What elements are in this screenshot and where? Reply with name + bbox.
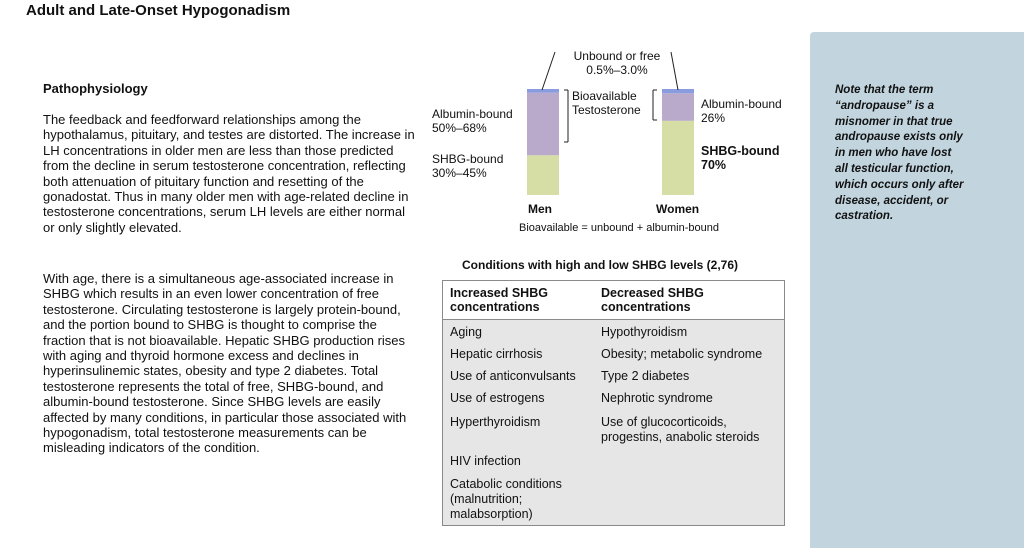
- increased-item: Use of anticonvulsants: [450, 369, 576, 383]
- page-title: Adult and Late-Onset Hypogonadism: [26, 2, 291, 19]
- shbg-conditions-table: [442, 280, 785, 526]
- andropause-note: Note that the term “andropause” is a misnomer in that true andropause exists only in men who have lost all testicular function, which occurs only after disease, accident, or castration.: [835, 84, 964, 223]
- sidebar-note-panel: [810, 32, 1024, 548]
- header-decreased: Decreased SHBG concentrations: [601, 286, 704, 314]
- table-title: Conditions with high and low SHBG levels (2,76): [462, 258, 739, 272]
- bar-segment-men-shbg-bound: [527, 155, 559, 195]
- category-label-women: Women: [656, 202, 700, 216]
- header-increased: Increased SHBG concentrations: [450, 286, 548, 314]
- bar-segment-women-shbg-bound: [662, 121, 694, 195]
- men-albumin-label-line2: 50%–68%: [432, 121, 487, 135]
- men-shbg-label: [432, 152, 503, 180]
- women-shbg-label-line1: SHBG-bound: [701, 144, 780, 158]
- increased-item: HIV infection: [450, 454, 521, 468]
- decreased-item: Hypothyroidism: [601, 325, 688, 339]
- free-label-line1: Unbound or free: [573, 49, 661, 63]
- paragraph-feedback: The feedback and feedforward relationships among the hypothalamus, pituitary, and testes are distorted. The increase in LH concentrations in older men are less than those predicted from the decline in serum testosterone concentration, reflecting both attenuation of pituitary function and resetting of the gonadostat. Thus in many older men with age-related decline in testosterone concentrations, serum LH levels are either normal or only slightly elevated.: [43, 112, 415, 235]
- bioavailable-label-line1: Bioavailable: [572, 89, 637, 103]
- women-albumin-label-line1: Albumin-bound: [701, 97, 782, 111]
- increased-item: Aging: [450, 325, 482, 339]
- women-shbg-label-line2: 70%: [701, 158, 727, 172]
- women-albumin-label-line2: 26%: [701, 111, 726, 125]
- men-albumin-label: [432, 107, 513, 135]
- testosterone-binding-chart: [420, 40, 800, 250]
- increased-item: Use of estrogens: [450, 391, 545, 405]
- paragraph-shbg: With age, there is a simultaneous age-associated increase in SHBG which results in an even lower concentration of free testosterone. Circulating testosterone is largely protein-bound, and the portion bound to SHBG is thought to comprise the fraction that is not bioavailable. Hepatic SHBG production rises with aging and thyroid hormone excess and declines in hyperinsulinemic states, obesity and type 2 diabetes. Total testosterone represents the total of free, SHBG-bound, and albumin-bound testosterone. Since SHBG levels are easily affected by many conditions, in particular those associated with hypogonadism, total testosterone measurements can be misleading indicators of the condition.: [43, 271, 407, 456]
- chart-footnote: Bioavailable = unbound + albumin-bound: [519, 222, 719, 234]
- men-shbg-label-line1: SHBG-bound: [432, 152, 504, 166]
- category-label-men: Men: [528, 202, 552, 216]
- women-albumin-label: [701, 97, 782, 125]
- increased-item: Hyperthyroidism: [450, 415, 541, 429]
- table-header: [443, 281, 784, 320]
- bar-segment-men-unbound-or-free: [527, 89, 559, 93]
- bar-segment-men-albumin-bound: [527, 93, 559, 156]
- increased-item: Hepatic cirrhosis: [450, 347, 543, 361]
- bioavailable-label: [572, 89, 641, 117]
- free-label: [557, 49, 677, 77]
- decreased-item: Nephrotic syndrome: [601, 391, 713, 405]
- free-label-line2: 0.5%–3.0%: [586, 63, 648, 77]
- women-shbg-label: [701, 144, 779, 172]
- bar-segment-women-albumin-bound: [662, 93, 694, 121]
- decreased-item: Use of glucocorticoids, progestins, anabolic steroids: [601, 415, 760, 444]
- men-shbg-label-line2: 30%–45%: [432, 166, 487, 180]
- section-heading: Pathophysiology: [43, 81, 148, 96]
- decreased-item: Obesity; metabolic syndrome: [601, 347, 763, 361]
- free-leader-line-men: [542, 52, 555, 90]
- increased-item: Catabolic conditions (malnutrition; malabsorption): [450, 477, 562, 521]
- decreased-item: Type 2 diabetes: [601, 369, 690, 383]
- men-albumin-label-line1: Albumin-bound: [432, 107, 513, 121]
- bioavailable-label-line2: Testosterone: [572, 103, 641, 117]
